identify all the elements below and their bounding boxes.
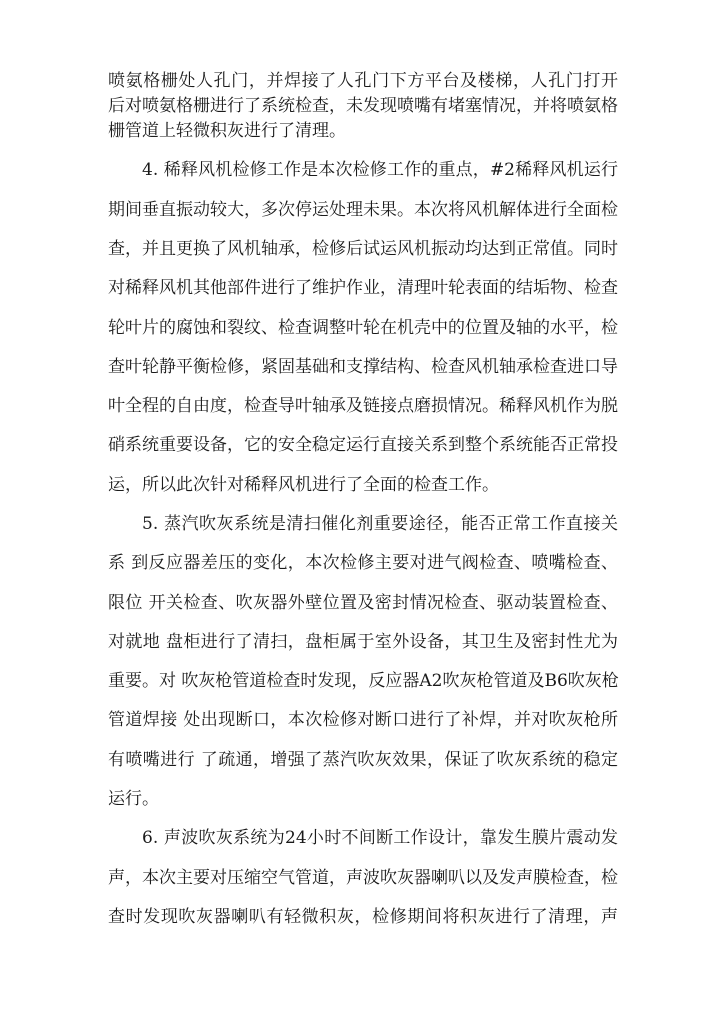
text-line: 查叶轮静平衡检修，紧固基础和支撑结构、检查风机轴承检查进口导	[108, 357, 618, 377]
text-line: 轮叶片的腐蚀和裂纹、检查调整叶轮在机壳中的位置及轴的水平，检	[108, 318, 618, 338]
text-line: 管道焊接 处出现断口，本次检修对断口进行了补焊，并对吹灰枪所	[108, 710, 618, 730]
text-line: 查，并且更换了风机轴承，检修后试运风机振动均达到正常值。同时	[108, 239, 618, 259]
text-line: 声，本次主要对压缩空气管道，声波吹灰器喇叭以及发声膜检查，检	[108, 868, 618, 888]
text-line: 对就地 盘柜进行了清扫，盘柜属于室外设备，其卫生及密封性尤为	[108, 632, 618, 652]
text-line: 重要。对 吹灰枪管道检查时发现，反应器A2吹灰枪管道及B6吹灰枪	[108, 671, 619, 691]
text-line: 限位 开关检查、吹灰器外壁位置及密封情况检查、驱动装置检查、	[108, 593, 618, 613]
text-line: 期间垂直振动较大，多次停运处理未果。本次将风机解体进行全面检	[108, 200, 618, 220]
text-line: 运行。	[108, 789, 159, 809]
text-line: 有喷嘴进行 了疏通，增强了蒸汽吹灰效果，保证了吹灰系统的稳定	[108, 750, 618, 770]
text-line: 运，所以此次针对稀释风机进行了全面的检查工作。	[108, 475, 499, 495]
text-line: 系 到反应器差压的变化，本次检修主要对进气阀检查、喷嘴检查、	[108, 553, 618, 573]
text-line: 6. 声波吹灰系统为24小时不间断工作设计，靠发生膜片震动发	[142, 828, 618, 848]
text-line: 4. 稀释风机检修工作是本次检修工作的重点，#2稀释风机运行	[142, 160, 618, 180]
text-line: 对稀释风机其他部件进行了维护作业，清理叶轮表面的结垢物、检查	[108, 278, 618, 298]
text-line: 硝系统重要设备，它的安全稳定运行直接关系到整个系统能否正常投	[108, 435, 618, 455]
text-line: 查时发现吹灰器喇叭有轻微积灰，检修期间将积灰进行了清理，声	[108, 907, 618, 927]
text-line: 叶全程的自由度，检查导叶轴承及链接点磨损情况。稀释风机作为脱	[108, 396, 618, 416]
text-line: 栅管道上轻微积灰进行了清理。	[108, 121, 346, 141]
text-line: 后对喷氨格栅进行了系统检查，未发现喷嘴有堵塞情况，并将喷氨格	[108, 96, 618, 116]
text-line: 喷氨格栅处人孔门，并焊接了人孔门下方平台及楼梯，人孔门打开	[108, 71, 618, 91]
text-line: 5. 蒸汽吹灰系统是清扫催化剂重要途径，能否正常工作直接关	[142, 514, 618, 534]
